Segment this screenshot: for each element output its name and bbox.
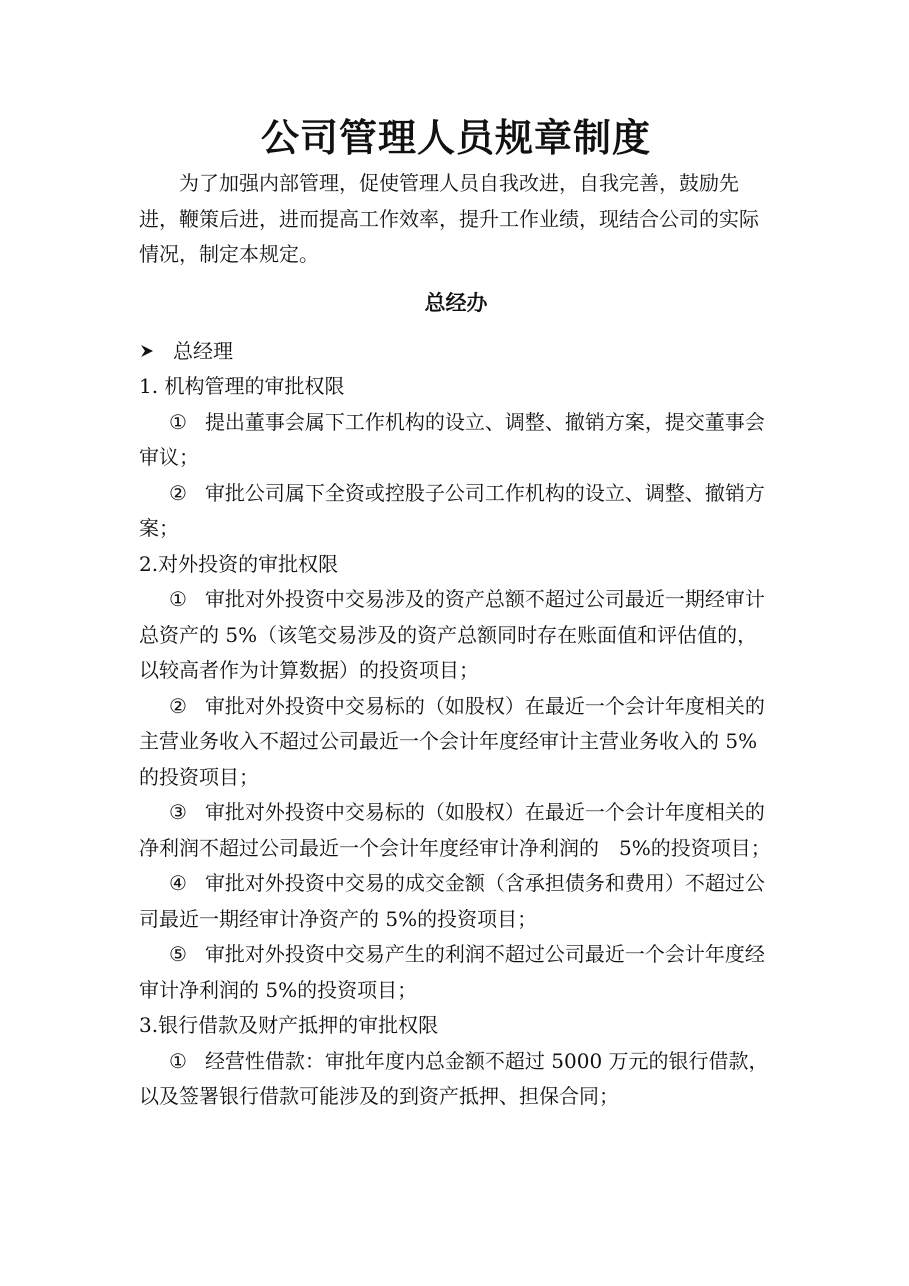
item-number: ① xyxy=(169,587,187,611)
item-number: ④ xyxy=(169,871,187,895)
arrow-bullet-icon xyxy=(141,345,153,357)
role-label: 总经理 xyxy=(173,338,233,363)
item-text: 审批对外投资中交易的成交金额（含承担债务和费用）不超过公司最近一期经审计净资产的 5%的投资项目； xyxy=(139,871,765,931)
list-item xyxy=(139,405,773,476)
item-text: 审批对外投资中交易涉及的资产总额不超过公司最近一期经审计总资产的 5%（该笔交易涉及的资产总额同时存在账面值和评估值的，以较高者作为计算数据）的投资项目； xyxy=(139,587,765,682)
role-line xyxy=(139,334,773,370)
item-text: 经营性借款：审批年度内总金额不超过 5000 万元的银行借款，以及签署银行借款可能涉及的到资产抵押、担保合同； xyxy=(139,1048,769,1108)
item-text: 审批对外投资中交易产生的利润不超过公司最近一个会计年度经审计净利润的 5%的投资项目； xyxy=(139,942,765,1002)
list-item xyxy=(139,582,773,689)
group-heading: 1. 机构管理的审批权限 xyxy=(139,374,345,398)
item-number: ③ xyxy=(169,800,187,824)
item-number: ② xyxy=(169,693,187,718)
group-heading: 3.银行借款及财产抵押的审批权限 xyxy=(139,1013,439,1037)
group-heading: 2.对外投资的审批权限 xyxy=(139,551,339,576)
item-number: ① xyxy=(169,409,187,434)
item-text: 审批对外投资中交易标的（如股权）在最近一个会计年度相关的主营业务收入不超过公司最近一个会计年度经审计主营业务收入的 5%的投资项目； xyxy=(139,693,765,789)
list-item xyxy=(139,476,773,547)
item-text: 审批对外投资中交易标的（如股权）在最近一个会计年度相关的净利润不超过公司最近一个会计年度经审计净利润的 5%的投资项目； xyxy=(139,800,771,860)
document-body xyxy=(139,110,773,1115)
list-item xyxy=(139,795,773,866)
list-item xyxy=(139,866,773,937)
list-item xyxy=(139,937,773,1008)
document-title: 公司管理人员规章制度 xyxy=(260,115,651,160)
item-number: ② xyxy=(169,480,187,505)
list-item xyxy=(139,689,773,796)
item-text: 审批公司属下全资或控股子公司工作机构的设立、调整、撤销方案； xyxy=(139,480,765,540)
intro-paragraph: 为了加强内部管理，促使管理人员自我改进，自我完善，鼓励先进，鞭策后进，进而提高工作效率，提升工作业绩，现结合公司的实际情况，制定本规定。 xyxy=(139,171,759,266)
item-number: ① xyxy=(169,1048,187,1073)
section-title: 总经办 xyxy=(424,289,488,315)
list-item xyxy=(139,1044,773,1115)
item-number: ⑤ xyxy=(169,942,187,966)
item-text: 提出董事会属下工作机构的设立、调整、撤销方案，提交董事会审议； xyxy=(139,409,765,469)
